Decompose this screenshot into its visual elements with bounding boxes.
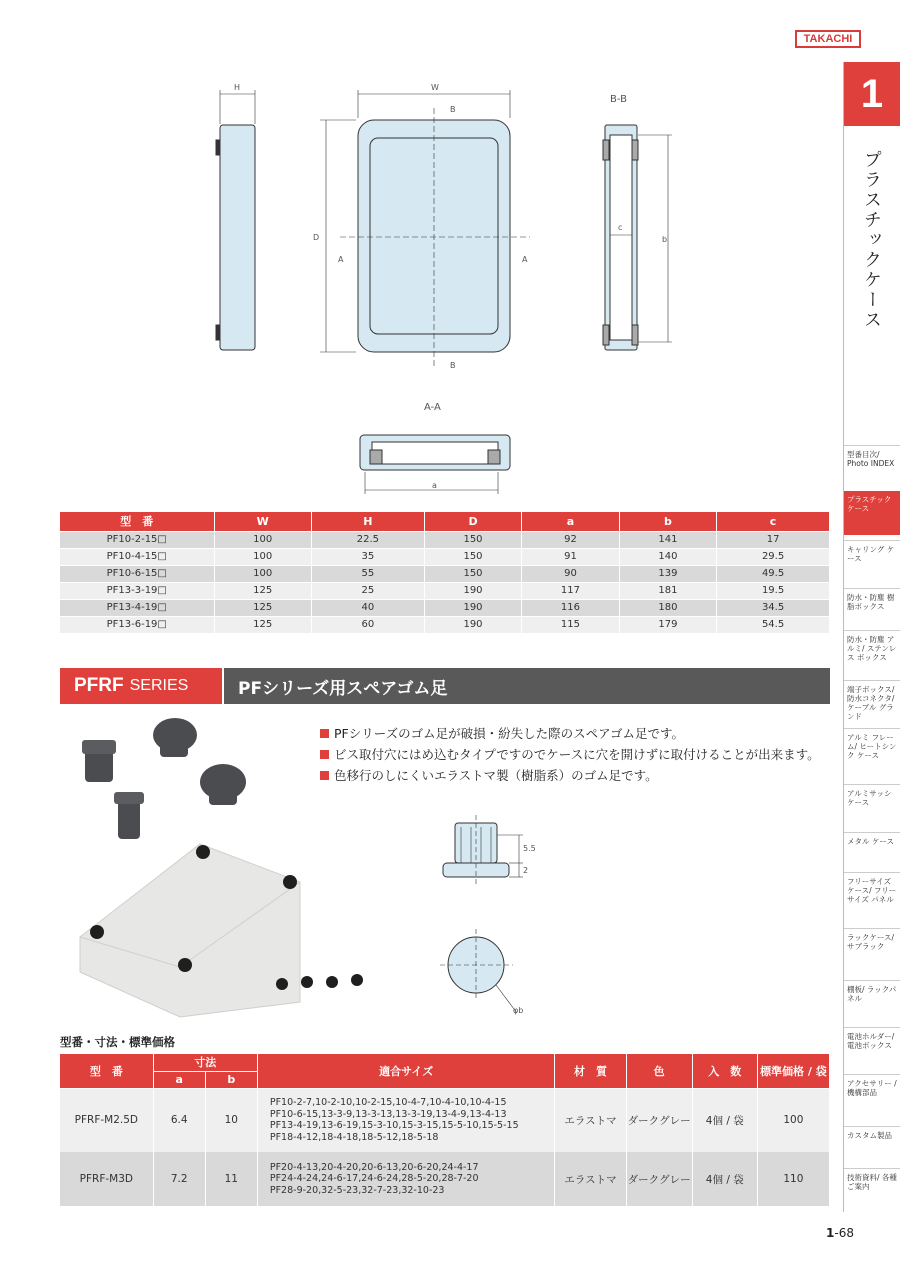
- dim-label-phib: φb: [513, 1006, 524, 1015]
- table-cell: 150: [424, 565, 521, 582]
- table-cell: 54.5: [717, 616, 830, 633]
- table-cell: 110: [757, 1152, 829, 1206]
- table-cell: 125: [214, 599, 311, 616]
- table-cell: 91: [522, 548, 619, 565]
- table-row: [60, 582, 830, 599]
- table-row: [60, 616, 830, 633]
- table-cell: 100: [757, 1088, 829, 1152]
- col-header-sizes: 適合サイズ: [257, 1054, 555, 1088]
- table-cell: 92: [522, 531, 619, 548]
- sidebar-item-index[interactable]: 型番目次/ Photo INDEX: [844, 445, 900, 491]
- col-header-model: 型 番: [60, 1054, 153, 1088]
- col-header-a: a: [522, 512, 619, 531]
- sidebar-item-battery[interactable]: 電池ホルダー/ 電池ボックス: [844, 1027, 900, 1071]
- table-cell: PF10-4-15□: [60, 548, 214, 565]
- table-cell: PF10-6-15□: [60, 565, 214, 582]
- table-cell: ダークグレー: [626, 1152, 692, 1206]
- col-header-d: D: [424, 512, 521, 531]
- rubber-foot-drawing: [425, 815, 545, 1025]
- table-cell: 150: [424, 531, 521, 548]
- brand-logo: TAKACHI: [795, 30, 861, 48]
- table-row: [60, 565, 830, 582]
- chapter-number[interactable]: 1: [844, 62, 900, 126]
- col-header-price: 標準価格 / 袋: [757, 1054, 829, 1088]
- sidebar-item-carrying-case[interactable]: キャリング ケース: [844, 540, 900, 584]
- col-header-dims: 寸法: [153, 1054, 257, 1071]
- table-cell: 139: [619, 565, 716, 582]
- table-cell: 19.5: [717, 582, 830, 599]
- table-cell: 55: [311, 565, 424, 582]
- table-cell: 150: [424, 548, 521, 565]
- table-cell: 29.5: [717, 548, 830, 565]
- table-cell: PF13-4-19□: [60, 599, 214, 616]
- table-cell: 90: [522, 565, 619, 582]
- table-cell: エラストマ: [555, 1152, 626, 1206]
- table-cell: PF13-6-19□: [60, 616, 214, 633]
- table-cell: 181: [619, 582, 716, 599]
- col-header-qty: 入 数: [692, 1054, 757, 1088]
- sidebar-item-aluminum-frame[interactable]: アルミ フレーム/ ヒートシンク ケース: [844, 728, 900, 778]
- table-row: [60, 1152, 830, 1206]
- col-header-w: W: [214, 512, 311, 531]
- table-row: [60, 531, 830, 548]
- table-cell: 35: [311, 548, 424, 565]
- series-banner: [60, 668, 222, 704]
- feature-item: ビス取付穴にはめ込むタイプですのでケースに穴を開けずに取付けることが出来ます。: [320, 744, 820, 765]
- col-header-c: c: [717, 512, 830, 531]
- table-cell: 180: [619, 599, 716, 616]
- table-cell: PF20-4-13,20-4-20,20-6-13,20-6-20,24-4-17 PF24-4-24,24-6-17,24-6-24,28-5-20,28-7-20 PF28-9-20,32-5-23,32-7-23,32-10-23: [257, 1152, 555, 1206]
- table-cell: ダークグレー: [626, 1088, 692, 1152]
- sidebar-item-accessory[interactable]: アクセサリー /機構部品: [844, 1074, 900, 1118]
- feature-item: 色移行のしにくいエラストマ製（樹脂系）のゴム足です。: [320, 765, 820, 786]
- col-header-material: 材 質: [555, 1054, 626, 1088]
- feature-item: PFシリーズのゴム足が破損・紛失した際のスペアゴム足です。: [320, 723, 820, 744]
- table-cell: PF13-3-19□: [60, 582, 214, 599]
- table-cell: 60: [311, 616, 424, 633]
- dim-label-w: W: [431, 83, 439, 92]
- sidebar-item-technical[interactable]: 技術資料/ 各種ご案内: [844, 1168, 900, 1212]
- dim-label-2: 2: [523, 866, 529, 875]
- table-cell: 125: [214, 616, 311, 633]
- table-cell: PF10-2-15□: [60, 531, 214, 548]
- sidebar-item-free-size[interactable]: フリーサイズ ケース/ フリーサイズ パネル: [844, 872, 900, 920]
- section-label-a-right: A: [522, 255, 528, 264]
- sidebar-item-rack-case[interactable]: ラックケース/ サブラック: [844, 928, 900, 972]
- col-header-color: 色: [626, 1054, 692, 1088]
- sidebar-item-custom[interactable]: カスタム製品: [844, 1126, 900, 1170]
- col-header-b: b: [619, 512, 716, 531]
- table-cell: 190: [424, 616, 521, 633]
- pf-case-dimensions-table: [60, 512, 830, 633]
- sidebar-item-terminal-box[interactable]: 端子ボックス/ 防水コネクタ/ ケーブル グランド: [844, 680, 900, 726]
- col-header-b: b: [205, 1071, 257, 1088]
- table-cell: 100: [214, 565, 311, 582]
- table-cell: PF10-2-7,10-2-10,10-2-15,10-4-7,10-4-10,10-4-15 PF10-6-15,13-3-9,13-3-13,13-3-19,13-4-9,13-4-13 PF13-4-19,13-6-19,15-3-10,15-3-15,15-5-10,15-5-15 PF18-4-12,18-4-18,18-5-12,18-5-18: [257, 1088, 555, 1152]
- table-row: [60, 548, 830, 565]
- dim-label-55: 5.5: [523, 844, 536, 853]
- sidebar-item-metal-case[interactable]: メタル ケース: [844, 832, 900, 876]
- table-cell: 125: [214, 582, 311, 599]
- table-cell: 11: [205, 1152, 257, 1206]
- sidebar-item-waterproof-metal[interactable]: 防水・防塵 アルミ/ ステンレス ボックス: [844, 630, 900, 678]
- col-header-h: H: [311, 512, 424, 531]
- dim-label-h: H: [234, 83, 241, 92]
- table-cell: 179: [619, 616, 716, 633]
- side-view-outline: [220, 125, 255, 350]
- table-cell: 141: [619, 531, 716, 548]
- series-suffix: SERIES: [129, 677, 189, 694]
- table-cell: 17: [717, 531, 830, 548]
- table-cell: 4個 / 袋: [692, 1088, 757, 1152]
- dim-label-d: D: [313, 233, 320, 242]
- table-cell: 100: [214, 531, 311, 548]
- table-cell: PFRF-M3D: [60, 1152, 153, 1206]
- sidebar-item-plastic-case[interactable]: プラスチック ケース: [844, 491, 900, 535]
- page-number: 1-68: [826, 1226, 854, 1240]
- section-title-aa: A-A: [424, 402, 441, 413]
- table-cell: 10: [205, 1088, 257, 1152]
- dim-label-c: c: [618, 223, 623, 232]
- sidebar-item-shelf[interactable]: 棚板/ ラックパネル: [844, 980, 900, 1024]
- chapter-title: プラスチックケース: [861, 150, 882, 330]
- series-title: PFシリーズ用スペアゴム足: [224, 668, 830, 704]
- feature-list: [320, 723, 820, 786]
- section-label-b-bottom: B: [450, 361, 456, 370]
- case-technical-drawing: [200, 80, 700, 500]
- sidebar-item-waterproof-resin[interactable]: 防水・防塵 樹脂ボックス: [844, 588, 900, 632]
- table-cell: 140: [619, 548, 716, 565]
- table-cell: 190: [424, 582, 521, 599]
- table-cell: 25: [311, 582, 424, 599]
- table-cell: 100: [214, 548, 311, 565]
- table-cell: 22.5: [311, 531, 424, 548]
- table-cell: 34.5: [717, 599, 830, 616]
- sidebar-item-aluminum-sash[interactable]: アルミサッシ ケース: [844, 784, 900, 828]
- table-cell: エラストマ: [555, 1088, 626, 1152]
- section-label-a-left: A: [338, 255, 344, 264]
- table-cell: 40: [311, 599, 424, 616]
- table-cell: 7.2: [153, 1152, 205, 1206]
- col-header-a: a: [153, 1071, 205, 1088]
- table-cell: PFRF-M2.5D: [60, 1088, 153, 1152]
- table-cell: 115: [522, 616, 619, 633]
- table-cell: 49.5: [717, 565, 830, 582]
- table-cell: 116: [522, 599, 619, 616]
- dim-label-b: b: [662, 235, 668, 244]
- section-title-bb: B-B: [610, 94, 627, 105]
- table-cell: 6.4: [153, 1088, 205, 1152]
- table-row: [60, 1088, 830, 1152]
- pfrf-price-table: [60, 1054, 830, 1206]
- section-label-b-top: B: [450, 105, 456, 114]
- table-cell: 4個 / 袋: [692, 1152, 757, 1206]
- col-header-model: 型 番: [60, 512, 214, 531]
- table-row: [60, 599, 830, 616]
- section-title: 型番・寸法・標準価格: [60, 1035, 175, 1049]
- table-cell: 190: [424, 599, 521, 616]
- dim-label-a: a: [432, 481, 437, 490]
- series-code: PFRF: [74, 675, 124, 696]
- table-cell: 117: [522, 582, 619, 599]
